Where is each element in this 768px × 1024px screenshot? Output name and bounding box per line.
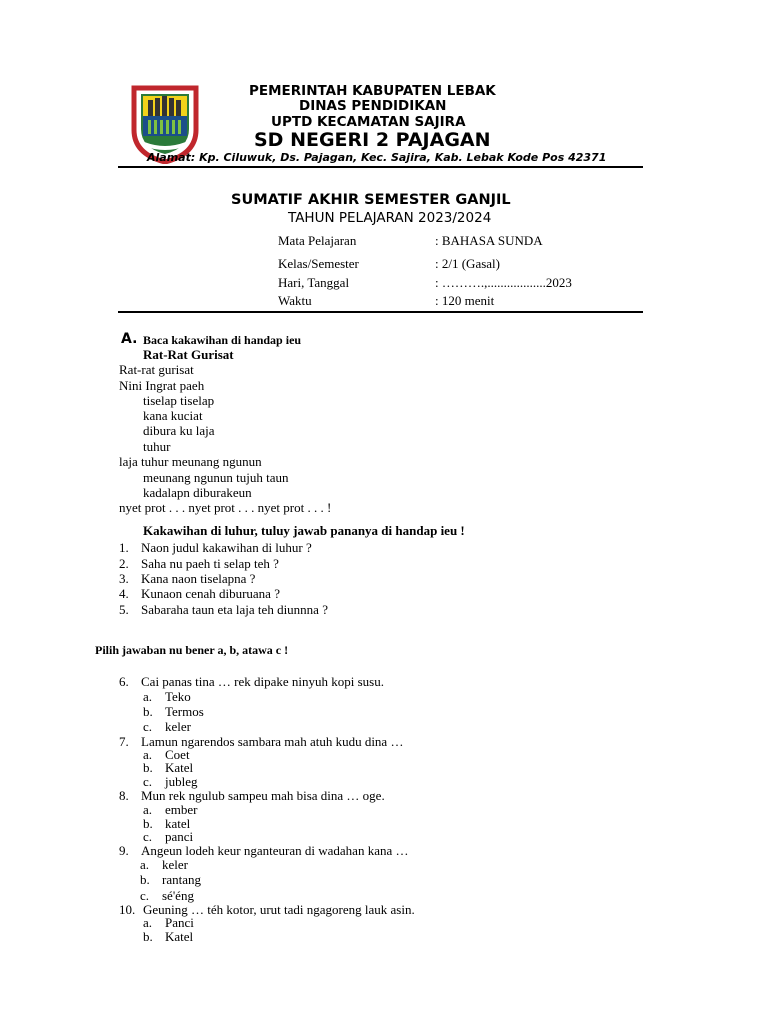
exam-title: SUMATIF AKHIR SEMESTER GANJIL [231, 192, 511, 208]
uptd-name: UPTD KECAMATAN SAJIRA [271, 114, 466, 130]
question-number: 10. [119, 902, 136, 917]
mc-option: b. Katel [143, 929, 194, 944]
mc-option: a. ember [143, 802, 198, 817]
section-a-letter: A. [121, 331, 138, 347]
poem-line: tuhur [143, 439, 171, 454]
question-item [119, 586, 280, 602]
question-number: 6. [119, 674, 129, 689]
info-value-date: : ……….,..................2023 [435, 275, 572, 290]
question-number: 2. [119, 556, 129, 571]
question-text: Cai panas tina … rek dipake ninyuh kopi susu. [141, 674, 384, 689]
poem-line: nyet prot . . . nyet prot . . . nyet prot . . . ! [119, 500, 332, 515]
info-value-subject: : BAHASA SUNDA [435, 233, 543, 248]
school-name: SD NEGERI 2 PAJAGAN [254, 129, 491, 151]
mc-option: a. Panci [143, 915, 194, 930]
mc-question [119, 674, 384, 690]
mc-option: b. Katel [143, 760, 194, 775]
section-a-instruction: Baca kakawihan di handap ieu [143, 333, 302, 347]
question-item [119, 602, 328, 618]
question-item [119, 571, 255, 587]
poem-line: kadalapn diburakeun [143, 485, 252, 500]
exam-year: TAHUN PELAJARAN 2023/2024 [288, 210, 492, 226]
info-divider [118, 311, 643, 313]
question-number: 7. [119, 734, 129, 749]
question-number: 9. [119, 843, 129, 858]
govt-name: PEMERINTAH KABUPATEN LEBAK [249, 83, 496, 99]
info-label-date: Hari, Tanggal [278, 275, 350, 290]
department-name: DINAS PENDIDIKAN [299, 98, 447, 114]
mc-option: b. katel [143, 816, 191, 831]
question-text: Naon judul kakawihan di luhur ? [141, 540, 312, 555]
mc-option: c. jubleg [143, 774, 198, 789]
poem-title: Rat-Rat Gurisat [143, 347, 234, 362]
poem-line: kana kuciat [143, 408, 203, 423]
poem-line: meunang ngunun tujuh taun [143, 470, 289, 485]
question-text: Saha nu paeh ti selap teh ? [141, 556, 279, 571]
mc-option: c. panci [143, 829, 194, 844]
question-text: Kunaon cenah diburuana ? [141, 586, 280, 601]
question-text: Sabaraha taun eta laja teh diunnna ? [141, 602, 328, 617]
question-text: Geuning … téh kotor, urut tadi ngagoreng lauk asin. [143, 902, 415, 917]
section-b-instruction: Pilih jawaban nu bener a, b, atawa c ! [95, 643, 289, 657]
poem-line: dibura ku laja [143, 423, 215, 438]
mc-option: a. keler [140, 857, 188, 872]
question-number: 1. [119, 540, 129, 555]
info-label-time: Waktu [278, 293, 312, 308]
mc-option: a. Teko [143, 689, 191, 704]
header-divider-thick [118, 166, 643, 168]
mc-option: a. Coet [143, 747, 190, 762]
poem-line: Nini Ingrat paeh [119, 378, 205, 393]
question-text: Mun rek ngulub sampeu mah bisa dina … oge. [141, 788, 385, 803]
question-number: 4. [119, 586, 129, 601]
mc-option: b. Termos [143, 704, 204, 719]
info-label-subject: Mata Pelajaran [278, 233, 357, 248]
poem-line: laja tuhur meunang ngunun [119, 454, 262, 469]
question-text: Kana naon tiselapna ? [141, 571, 256, 586]
question-number: 3. [119, 571, 129, 586]
question-text: Angeun lodeh keur nganteuran di wadahan kana … [141, 843, 409, 858]
info-value-class: : 2/1 (Gasal) [435, 256, 500, 271]
question-number: 8. [119, 788, 129, 803]
question-item [119, 556, 279, 572]
school-address: Alamat: Kp. Ciluwuk, Ds. Pajagan, Kec. Sajira, Kab. Lebak Kode Pos 42371 [147, 151, 607, 164]
poem-line: Rat-rat gurisat [119, 362, 194, 377]
mc-option: c. sé'éng [140, 888, 194, 903]
mc-option: c. keler [143, 719, 191, 734]
question-text: Lamun ngarendos sambara mah atuh kudu dina … [141, 734, 404, 749]
question-instruction: Kakawihan di luhur, tuluy jawab pananya di handap ieu ! [143, 523, 465, 538]
info-label-class: Kelas/Semester [278, 256, 359, 271]
mc-option: b. rantang [140, 872, 201, 887]
question-number: 5. [119, 602, 129, 617]
info-value-time: : 120 menit [435, 293, 495, 308]
question-item [119, 540, 312, 556]
poem-line: tiselap tiselap [143, 393, 215, 408]
